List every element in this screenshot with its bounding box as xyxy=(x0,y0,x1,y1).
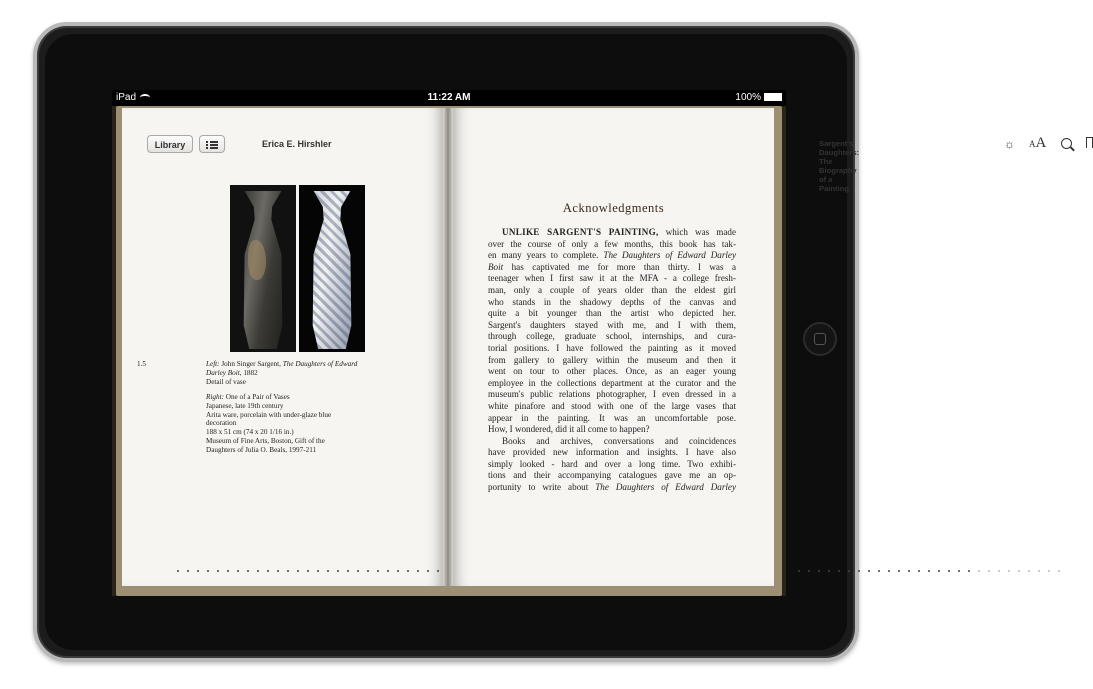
progress-dot xyxy=(187,570,189,572)
library-button[interactable]: Library xyxy=(147,135,193,153)
search-icon[interactable] xyxy=(1061,138,1072,149)
progress-dot xyxy=(838,570,840,572)
chapter-title: Acknowledgments xyxy=(562,201,665,215)
text-line: white pinafore and stood with one of the large vases that xyxy=(488,400,736,411)
progress-dot xyxy=(1048,570,1050,572)
text-line: museum's public relations photographer, I even dressed in a xyxy=(488,389,736,400)
text-line: went on tour to other places. Once, as an eager young xyxy=(488,366,736,377)
progress-dot xyxy=(938,570,940,572)
text-line: through college, graduate school, internships, and cura- xyxy=(488,331,736,342)
arita-vase-image xyxy=(299,185,365,352)
progress-dot xyxy=(277,570,279,572)
progress-dot xyxy=(818,570,820,572)
figure-caption: 1.5 Left: John Singer Sargent, The Daughters of Edward Darley Boit, 1882 Detail of vase Right: One of a Pair of Vases Japanese, late 19th century Arita ware, porcelain with under-glaze blue decoration 188 x 51 cm (74 x 20 1/16 in.) Museum of Fine Arts, Boston, Gift of the Daughters of Julia O. Beals, 1997-211 xyxy=(206,360,380,455)
bookmark-icon[interactable] xyxy=(1086,137,1093,148)
vase-figure-detail xyxy=(248,240,266,280)
progress-dot xyxy=(207,570,209,572)
chapter-body xyxy=(488,227,736,494)
text-line: have provided new information and insights. I have also xyxy=(488,447,736,458)
status-time: 11:22 AM xyxy=(427,92,471,103)
text-line: How, I wondered, did it all come to happen? xyxy=(488,424,650,435)
progress-dot xyxy=(888,570,890,572)
text-line: Boit has captivated me for more than thirty. I was a xyxy=(488,261,736,272)
progress-dot xyxy=(958,570,960,572)
progress-dot xyxy=(808,570,810,572)
figure-number: 1.5 xyxy=(137,360,146,368)
progress-dot xyxy=(1018,570,1020,572)
text-line: over the course of only a few months, this book has tak- xyxy=(488,238,736,249)
vase-detail-image xyxy=(230,185,296,352)
progress-dot xyxy=(908,570,910,572)
progress-dot xyxy=(407,570,409,572)
progress-dot xyxy=(377,570,379,572)
progress-dot xyxy=(948,570,950,572)
progress-dot xyxy=(848,570,850,572)
progress-dot xyxy=(918,570,920,572)
vase-silhouette xyxy=(309,191,355,349)
progress-dot xyxy=(397,570,399,572)
battery-label: 100% xyxy=(735,90,782,106)
text-line: appear in the painting. It was an uncomfortable pose. xyxy=(488,412,736,423)
text-line: employee in the collections department at the curator and the xyxy=(488,377,736,388)
progress-dot xyxy=(878,570,880,572)
text-line: quite a bit younger than the artist who depicted her. xyxy=(488,308,736,319)
progress-dot xyxy=(988,570,990,572)
progress-dot xyxy=(217,570,219,572)
text-line: from gallery to gallery within the museum and then it xyxy=(488,354,736,365)
progress-dot xyxy=(257,570,259,572)
book-spine xyxy=(443,108,453,586)
progress-dot xyxy=(1028,570,1030,572)
progress-dot xyxy=(327,570,329,572)
progress-dot xyxy=(227,570,229,572)
battery-icon xyxy=(764,93,782,101)
text-line: portunity to write about The Daughters of Edward Darley xyxy=(488,482,736,493)
ibooks-screen xyxy=(112,90,1047,596)
home-button[interactable] xyxy=(803,322,837,356)
text-line: teenager when I first saw it at the MFA - a college fresh- xyxy=(488,273,736,284)
progress-dot xyxy=(247,570,249,572)
text-line: man, only a couple of years older than the eldest girl xyxy=(488,284,736,295)
status-bar xyxy=(112,90,786,106)
text-line: tions and their accompanying catalogues gave me an op- xyxy=(488,470,736,481)
progress-dot xyxy=(978,570,980,572)
progress-dot xyxy=(998,570,1000,572)
brightness-icon[interactable]: ☼ xyxy=(1004,137,1015,151)
font-size-icon[interactable]: AA xyxy=(1029,135,1047,151)
progress-dot xyxy=(357,570,359,572)
progress-dot xyxy=(387,570,389,572)
progress-dot xyxy=(347,570,349,572)
progress-dot xyxy=(307,570,309,572)
progress-dot xyxy=(177,570,179,572)
progress-dot xyxy=(337,570,339,572)
list-icon xyxy=(206,141,218,149)
progress-dot xyxy=(287,570,289,572)
right-page[interactable] xyxy=(453,108,1047,586)
book-author: Erica E. Hirshler xyxy=(262,139,332,149)
carrier-label: iPad xyxy=(116,90,150,106)
table-of-contents-button[interactable] xyxy=(199,135,225,153)
progress-dot xyxy=(367,570,369,572)
progress-dot xyxy=(427,570,429,572)
page-progress-right[interactable] xyxy=(798,570,1068,574)
progress-dot xyxy=(197,570,199,572)
progress-dot xyxy=(868,570,870,572)
progress-dot xyxy=(417,570,419,572)
progress-dot xyxy=(968,570,970,572)
progress-dot xyxy=(1058,570,1060,572)
progress-dot xyxy=(898,570,900,572)
progress-dot xyxy=(267,570,269,572)
progress-dot xyxy=(437,570,439,572)
progress-dot xyxy=(317,570,319,572)
progress-dot xyxy=(237,570,239,572)
progress-dot xyxy=(828,570,830,572)
progress-dot xyxy=(297,570,299,572)
text-line: torial positions. I have followed the painting as it moved xyxy=(488,342,736,353)
progress-dot xyxy=(798,570,800,572)
page-progress-left[interactable] xyxy=(177,570,447,574)
book-title: Sargent's Daughters: The Biography of a Painting xyxy=(819,139,860,193)
text-line: UNLIKE SARGENT'S PAINTING, which was made xyxy=(502,227,737,237)
text-line: who stands in the shadowy depths of the canvas and xyxy=(488,296,736,307)
text-line: Sargent's daughters stayed with me, and I with them, xyxy=(488,319,736,330)
progress-dot xyxy=(928,570,930,572)
left-page[interactable] xyxy=(122,108,443,586)
text-line: en many years to complete. The Daughters of Edward Darley xyxy=(488,250,736,261)
text-line: simply looked - hard and over a long time. Two exhibi- xyxy=(488,458,736,469)
text-line: Books and archives, conversations and coincidences xyxy=(502,435,736,446)
progress-dot xyxy=(1008,570,1010,572)
progress-dot xyxy=(1038,570,1040,572)
progress-dot xyxy=(858,570,860,572)
